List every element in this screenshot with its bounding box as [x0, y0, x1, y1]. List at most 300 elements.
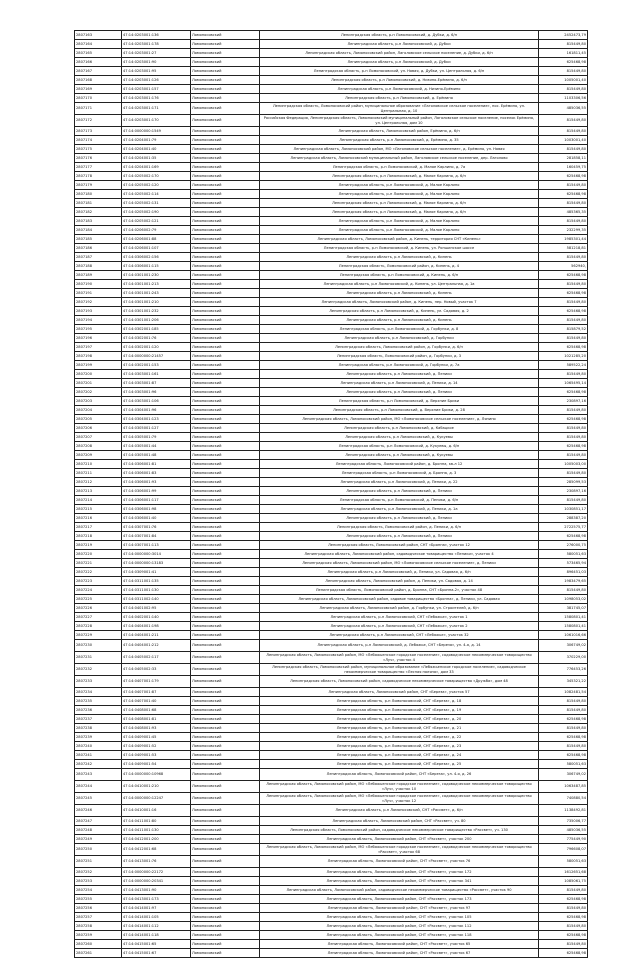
address-cell: Ленинградская область, Ломоносовский район, МО «Лебяжьенское городское поселение», садоводческое некоммерческое товарищество «Луч», участок 12	[260, 793, 539, 805]
cadastral-number-cell: 47:14:0203001:157	[122, 85, 191, 94]
table-row	[75, 172, 588, 181]
cadastral-value-cell: 815449,80	[539, 940, 588, 949]
cadastral-value-cell: 815449,80	[539, 280, 588, 289]
cadastral-value-cell: 1612651,68	[539, 868, 588, 877]
address-cell: Ленинградская область, р-н Ломоносовский, д. Малое Карлино, д. 7а	[260, 163, 539, 172]
address-cell: Ленинградская область, р-н Ломоносовский, д. Малое Карлино, д. 6/н	[260, 172, 539, 181]
table-row	[75, 742, 588, 751]
row-id-cell: 2807240	[75, 742, 122, 751]
table-row	[75, 307, 588, 316]
cadastral-value-cell: 815449,80	[539, 469, 588, 478]
cadastral-number-cell: 47:14:0305001:79	[122, 433, 191, 442]
district-cell: Ломоносовский	[191, 706, 260, 715]
row-id-cell: 2807236	[75, 706, 122, 715]
table-row	[75, 532, 588, 541]
row-id-cell: 2807231	[75, 652, 122, 664]
address-cell: Ленинградская область, Ломоносовский район, СНТ «Рассвет», участок 172	[260, 868, 539, 877]
cadastral-value-cell: 796608,07	[539, 844, 588, 856]
table-row	[75, 190, 588, 199]
cadastral-number-cell: 47:14:0301001:206	[122, 316, 191, 325]
address-cell: Ленинградская область, р-н Ломоносовский, д. Пеники	[260, 388, 539, 397]
address-cell: Ленинградская область, Ломоносовский район, СНТ «Рассвет», участок 173	[260, 895, 539, 904]
district-cell: Ломоносовский	[191, 664, 260, 676]
address-cell: Ленинградская область, р-н Ломоносовский, д. Малое Карлино, д. 6/н	[260, 199, 539, 208]
district-cell: Ломоносовский	[191, 856, 260, 868]
district-cell: Ломоносовский	[191, 769, 260, 781]
table-row	[75, 115, 588, 127]
address-cell: Ленинградская область, р-н Ломоносовский, д. Малое Карлино	[260, 226, 539, 235]
row-id-cell: 2807255	[75, 895, 122, 904]
cadastral-number-cell: 47:14:0303001:96	[122, 388, 191, 397]
district-cell: Ломоносовский	[191, 388, 260, 397]
address-cell: Ленинградская область, Ломоносовский район, д. Кипень, территория СНТ «Кипень»	[260, 235, 539, 244]
register-body	[75, 31, 588, 958]
address-cell: Ленинградская область, р-н Ломоносовский, д. Горбунки, д. 8	[260, 325, 539, 334]
table-row	[75, 697, 588, 706]
district-cell: Ломоносовский	[191, 559, 260, 568]
row-id-cell: 2807247	[75, 817, 122, 826]
table-row	[75, 496, 588, 505]
cadastral-number-cell: 47:14:0414001:118	[122, 931, 191, 940]
row-id-cell: 2807190	[75, 280, 122, 289]
address-cell: Ленинградская область, Ломоносовский район, СНТ «Рассвет», уч. 80	[260, 817, 539, 826]
table-row	[75, 715, 588, 724]
row-id-cell: 2807176	[75, 154, 122, 163]
district-cell: Ломоносовский	[191, 325, 260, 334]
cadastral-value-cell: 815449,80	[539, 127, 588, 136]
row-id-cell: 2807212	[75, 478, 122, 487]
table-row	[75, 640, 588, 652]
cadastral-number-cell: 47:14:0000000:12247	[122, 793, 191, 805]
cadastral-number-cell: 47:14:0414001:97	[122, 904, 191, 913]
district-cell: Ломоносовский	[191, 595, 260, 604]
cadastral-number-cell: 47:14:0206001:88	[122, 235, 191, 244]
cadastral-value-cell: 580051,63	[539, 760, 588, 769]
cadastral-number-cell: 47:14:0306001:98	[122, 505, 191, 514]
cadastral-number-cell: 47:14:0302001:153	[122, 361, 191, 370]
row-id-cell: 2807252	[75, 868, 122, 877]
cadastral-value-cell: 815449,80	[539, 316, 588, 325]
row-id-cell: 2807224	[75, 586, 122, 595]
address-cell: Ленинградская область, р-н Ломоносовский, д. Кабацкое	[260, 424, 539, 433]
cadastral-number-cell: 47:14:0311001:130	[122, 586, 191, 595]
row-id-cell: 2807249	[75, 835, 122, 844]
cadastral-value-cell: 230897,16	[539, 487, 588, 496]
cadastral-value-cell: 625468,98	[539, 751, 588, 760]
address-cell: Ленинградская область, р-н Ломоносовский, д. Дубки	[260, 58, 539, 67]
district-cell: Ломоносовский	[191, 652, 260, 664]
cadastral-number-cell: 47:14:0306001:93	[122, 478, 191, 487]
cadastral-value-cell: 625468,98	[539, 172, 588, 181]
district-cell: Ломоносовский	[191, 424, 260, 433]
cadastral-number-cell: 47:14:0414001:105	[122, 913, 191, 922]
address-cell: Ленинградская область, р-н Ломоносовский, д. Ерёмино, д. 35	[260, 136, 539, 145]
cadastral-number-cell: 47:14:0407001:40	[122, 697, 191, 706]
cadastral-value-cell: 625468,98	[539, 289, 588, 298]
table-row	[75, 877, 588, 886]
district-cell: Ломоносовский	[191, 895, 260, 904]
row-id-cell: 2807189	[75, 271, 122, 280]
address-cell: Ленинградская область, р-н Ломоносовский, д. Верхние Брики	[260, 397, 539, 406]
district-cell: Ломоносовский	[191, 460, 260, 469]
cadastral-number-cell: 47:14:0404001:198	[122, 622, 191, 631]
cadastral-value-cell: 815449,80	[539, 433, 588, 442]
address-cell: Ленинградская область, р-н Ломоносовский, д. Кукуевы	[260, 433, 539, 442]
cadastral-number-cell: 47:14:0405002:33	[122, 664, 191, 676]
row-id-cell: 2807204	[75, 406, 122, 415]
cadastral-number-cell: 47:14:0413001:90	[122, 886, 191, 895]
table-row	[75, 85, 588, 94]
row-id-cell: 2807174	[75, 136, 122, 145]
cadastral-value-cell: 815449,80	[539, 586, 588, 595]
cadastral-number-cell: 47:14:0203001:170	[122, 115, 191, 127]
row-id-cell: 2807232	[75, 664, 122, 676]
table-row	[75, 235, 588, 244]
district-cell: Ломоносовский	[191, 58, 260, 67]
cadastral-value-cell: 815449,80	[539, 697, 588, 706]
district-cell: Ломоносовский	[191, 442, 260, 451]
cadastral-number-cell: 47:14:0415001:65	[122, 940, 191, 949]
district-cell: Ломоносовский	[191, 631, 260, 640]
cadastral-value-cell: 815449,80	[539, 334, 588, 343]
row-id-cell: 2807242	[75, 760, 122, 769]
table-row	[75, 58, 588, 67]
district-cell: Ломоносовский	[191, 742, 260, 751]
district-cell: Ломоносовский	[191, 697, 260, 706]
row-id-cell: 2807219	[75, 541, 122, 550]
cadastral-value-cell: 625468,98	[539, 271, 588, 280]
table-row	[75, 604, 588, 613]
cadastral-number-cell: 47:14:0205002:170	[122, 172, 191, 181]
row-id-cell: 2807202	[75, 388, 122, 397]
table-row	[75, 433, 588, 442]
address-cell: Ленинградская область, Ломоносовский район, д. Горбунки, ул. Строителей, д. 6/н	[260, 604, 539, 613]
cadastral-number-cell: 47:14:0205002:114	[122, 190, 191, 199]
table-row	[75, 442, 588, 451]
table-row	[75, 541, 588, 550]
district-cell: Ломоносовский	[191, 817, 260, 826]
cadastral-value-cell: 370229,00	[539, 652, 588, 664]
row-id-cell: 2807184	[75, 226, 122, 235]
address-cell: Ленинградская область, р-н Ломоносовский, д. Дубки	[260, 40, 539, 49]
address-cell: Ленинградская область, Ломоносовский район, МО «Лаголовское сельское поселение», д. Ерёмино, ул. Новая	[260, 145, 539, 154]
row-id-cell: 2807211	[75, 469, 122, 478]
table-row	[75, 733, 588, 742]
district-cell: Ломоносовский	[191, 190, 260, 199]
district-cell: Ломоносовский	[191, 781, 260, 793]
row-id-cell: 2807207	[75, 433, 122, 442]
cadastral-number-cell: 47:14:0306001:81	[122, 460, 191, 469]
row-id-cell: 2807254	[75, 886, 122, 895]
cadastral-value-cell: 285099,53	[539, 478, 588, 487]
address-cell: Ленинградская область, р-н Ломоносовский, д. Горбунки	[260, 334, 539, 343]
cadastral-number-cell: 47:14:0205002:121	[122, 217, 191, 226]
district-cell: Ломоносовский	[191, 208, 260, 217]
row-id-cell: 2807226	[75, 604, 122, 613]
row-id-cell: 2807213	[75, 487, 122, 496]
table-row	[75, 577, 588, 586]
cadastral-value-cell: 1063487,85	[539, 781, 588, 793]
table-row	[75, 226, 588, 235]
table-row	[75, 781, 588, 793]
table-row	[75, 817, 588, 826]
table-row	[75, 127, 588, 136]
district-cell: Ломоносовский	[191, 289, 260, 298]
table-row	[75, 451, 588, 460]
cadastral-value-cell: 625468,98	[539, 733, 588, 742]
row-id-cell: 2807215	[75, 505, 122, 514]
row-id-cell: 2807209	[75, 451, 122, 460]
table-row	[75, 352, 588, 361]
table-row	[75, 145, 588, 154]
district-cell: Ломоносовский	[191, 805, 260, 817]
cadastral-number-cell: 47:14:0000000:22172	[122, 868, 191, 877]
cadastral-value-cell: 896451,03	[539, 568, 588, 577]
table-row	[75, 550, 588, 559]
cadastral-value-cell: 776453,26	[539, 664, 588, 676]
register-table	[74, 30, 588, 958]
cadastral-value-cell: 1580801,41	[539, 613, 588, 622]
cadastral-number-cell: 47:14:0309001:41	[122, 568, 191, 577]
table-row	[75, 706, 588, 715]
row-id-cell: 2807167	[75, 67, 122, 76]
address-cell: Ленинградская область, р-н Ломоносовский, д. Малое Карлино, д. 6/н	[260, 208, 539, 217]
district-cell: Ломоносовский	[191, 235, 260, 244]
table-row	[75, 505, 588, 514]
row-id-cell: 2807183	[75, 217, 122, 226]
district-cell: Ломоносовский	[191, 76, 260, 85]
cadastral-number-cell: 47:14:0404001:212	[122, 640, 191, 652]
row-id-cell: 2807170	[75, 94, 122, 103]
district-cell: Ломоносовский	[191, 913, 260, 922]
cadastral-number-cell: 47:14:0205002:131	[122, 199, 191, 208]
row-id-cell: 2807191	[75, 289, 122, 298]
cadastral-value-cell: 1005003,00	[539, 460, 588, 469]
address-cell: Ленинградская область, Ломоносовский район, СНТ «Бронна», участок 12	[260, 541, 539, 550]
table-row	[75, 568, 588, 577]
district-cell: Ломоносовский	[191, 931, 260, 940]
table-row	[75, 895, 588, 904]
table-row	[75, 469, 588, 478]
district-cell: Ломоносовский	[191, 904, 260, 913]
cadastral-value-cell: 625468,98	[539, 415, 588, 424]
cadastral-value-cell: 815449,80	[539, 451, 588, 460]
cadastral-number-cell: 47:14:0205002:120	[122, 181, 191, 190]
cadastral-number-cell: 47:14:0408001:81	[122, 715, 191, 724]
cadastral-value-cell: 230897,16	[539, 397, 588, 406]
row-id-cell: 2807233	[75, 676, 122, 688]
cadastral-value-cell: 815449,80	[539, 40, 588, 49]
row-id-cell: 2807221	[75, 559, 122, 568]
address-cell: Ленинградская область, р-н Ломоносовский, д. Малое Карлино	[260, 181, 539, 190]
cadastral-number-cell: 47:14:0307001:76	[122, 523, 191, 532]
cadastral-value-cell: 625468,98	[539, 949, 588, 958]
cadastral-value-cell: 573465,94	[539, 559, 588, 568]
row-id-cell: 2807163	[75, 31, 122, 40]
table-row	[75, 586, 588, 595]
cadastral-value-cell: 288387,20	[539, 514, 588, 523]
row-id-cell: 2807216	[75, 514, 122, 523]
address-cell: Ленинградская область, Ломоносовский район, садоводческое некоммерческое товарищество «Рассвет», участок 90	[260, 886, 539, 895]
district-cell: Ломоносовский	[191, 793, 260, 805]
cadastral-value-cell: 1138492,81	[539, 805, 588, 817]
cadastral-number-cell: 47:14:0306001:115	[122, 262, 191, 271]
address-cell: Ленинградская область, Ломоносовский район, СНТ «Рассвет», участок 341	[260, 877, 539, 886]
address-cell: Ленинградская область, р-н Ломоносовский, СНТ «Береза», д. 20	[260, 715, 539, 724]
district-cell: Ломоносовский	[191, 715, 260, 724]
district-cell: Ломоносовский	[191, 949, 260, 958]
cadastral-value-cell: 815449,80	[539, 199, 588, 208]
address-cell: Ленинградская область, Ломоносовский район, д. Бронна, СНТ «Бронна-2», участок 48	[260, 586, 539, 595]
table-row	[75, 262, 588, 271]
table-row	[75, 199, 588, 208]
address-cell: Ленинградская область, р-н Ломоносовский, СНТ «Лебяжье», участок 2	[260, 622, 539, 631]
district-cell: Ломоносовский	[191, 415, 260, 424]
row-id-cell: 2807238	[75, 724, 122, 733]
cadastral-value-cell: 625468,98	[539, 913, 588, 922]
cadastral-value-cell: 625468,98	[539, 442, 588, 451]
address-cell: Ленинградская область, р-н Ломоносовский, д. Пеники	[260, 532, 539, 541]
address-cell: Ленинградская область, р-н Ломоносовский, д. Пеники, д. 6/н	[260, 496, 539, 505]
district-cell: Ломоносовский	[191, 115, 260, 127]
row-id-cell: 2807169	[75, 85, 122, 94]
table-row	[75, 49, 588, 58]
row-id-cell: 2807218	[75, 532, 122, 541]
cadastral-value-cell: 306749,02	[539, 640, 588, 652]
address-cell: Ленинградская область, р-н Ломоносовский, д. Верхние Брики, д. 28	[260, 406, 539, 415]
cadastral-value-cell: 815449,80	[539, 424, 588, 433]
row-id-cell: 2807260	[75, 940, 122, 949]
cadastral-number-cell: 47:14:0306001:117	[122, 496, 191, 505]
cadastral-value-cell: 815449,80	[539, 115, 588, 127]
row-id-cell: 2807166	[75, 58, 122, 67]
cadastral-value-cell: 345321,22	[539, 676, 588, 688]
cadastral-value-cell: 485365,35	[539, 208, 588, 217]
address-cell: Ленинградская область, р-н Ломоносовский, СНТ «Береза», д. 25	[260, 760, 539, 769]
address-cell: Ленинградская область, р-н Ломоносовский, СНТ «Береза», д. 22	[260, 733, 539, 742]
cadastral-number-cell: 47:14:0307001:84	[122, 532, 191, 541]
row-id-cell: 2807164	[75, 40, 122, 49]
cadastral-value-cell: 2722575,77	[539, 523, 588, 532]
district-cell: Ломоносовский	[191, 505, 260, 514]
address-cell: Ленинградская область, Ломоносовский район, д. Бронна, кв-л 12	[260, 460, 539, 469]
row-id-cell: 2807203	[75, 397, 122, 406]
table-row	[75, 868, 588, 877]
table-row	[75, 217, 588, 226]
row-id-cell: 2807223	[75, 577, 122, 586]
cadastral-number-cell: 47:14:0303001:87	[122, 379, 191, 388]
district-cell: Ломоносовский	[191, 352, 260, 361]
cadastral-number-cell: 47:14:0409001:53	[122, 751, 191, 760]
district-cell: Ломоносовский	[191, 640, 260, 652]
cadastral-number-cell: 47:14:0408001:68	[122, 706, 191, 715]
district-cell: Ломоносовский	[191, 877, 260, 886]
district-cell: Ломоносовский	[191, 604, 260, 613]
cadastral-value-cell: 580051,63	[539, 550, 588, 559]
address-cell: Ленинградская область, Ломоносовский район, д. Кипень, д. 4	[260, 262, 539, 271]
cadastral-number-cell: 47:14:0401002:95	[122, 604, 191, 613]
row-id-cell: 2807198	[75, 352, 122, 361]
district-cell: Ломоносовский	[191, 31, 260, 40]
table-row	[75, 760, 588, 769]
district-cell: Ломоносовский	[191, 334, 260, 343]
cadastral-value-cell: 161811,45	[539, 49, 588, 58]
address-cell: Ленинградская область, р-н Ломоносовский, д. Пеники, ул. Садовая, д. 6/н	[260, 568, 539, 577]
cadastral-number-cell: 47:14:0306002:156	[122, 253, 191, 262]
row-id-cell: 2807225	[75, 595, 122, 604]
address-cell: Ленинградская область, Ломоносовский муниципальный район, Лаголовское сельское поселение, дер. Лаголово	[260, 154, 539, 163]
table-row	[75, 559, 588, 568]
address-cell: Ленинградская область, Ломоносовский район, д. Горбунки, д. 3	[260, 352, 539, 361]
row-id-cell: 2807172	[75, 115, 122, 127]
cadastral-value-cell: 1005001,40	[539, 76, 588, 85]
district-cell: Ломоносовский	[191, 532, 260, 541]
row-id-cell: 2807193	[75, 307, 122, 316]
address-cell: Ленинградская область, Ломоносовский район, СНТ «Рассвет», участок 65	[260, 940, 539, 949]
district-cell: Ломоносовский	[191, 262, 260, 271]
table-row	[75, 31, 588, 40]
address-cell: Ленинградская область, р-н Ломоносовский, д. Дубки, д. 6/н	[260, 31, 539, 40]
address-cell: Ленинградская область, р-н Ломоносовский, СНТ «Рассвет», д. 6/н	[260, 805, 539, 817]
cadastral-value-cell: 815449,80	[539, 724, 588, 733]
cadastral-value-cell: 625468,98	[539, 895, 588, 904]
table-row	[75, 826, 588, 835]
table-row	[75, 856, 588, 868]
table-row	[75, 478, 588, 487]
table-row	[75, 922, 588, 931]
row-id-cell: 2807181	[75, 199, 122, 208]
cadastral-value-cell: 1003001,40	[539, 136, 588, 145]
address-cell: Ленинградская область, р-н Ломоносовский, СНТ «Береза», д. 18	[260, 697, 539, 706]
row-id-cell: 2807188	[75, 262, 122, 271]
table-row	[75, 244, 588, 253]
cadastral-value-cell: 625468,98	[539, 190, 588, 199]
address-cell: Ленинградская область, р-н Ломоносовский, д. Кипень	[260, 316, 539, 325]
table-row	[75, 424, 588, 433]
table-row	[75, 181, 588, 190]
table-row	[75, 940, 588, 949]
address-cell: Ленинградская область, р-н Ломоносовский, СНТ «Береза», д. 19	[260, 706, 539, 715]
row-id-cell: 2807200	[75, 370, 122, 379]
table-row	[75, 631, 588, 640]
address-cell: Ленинградская область, р-н Ломоносовский, д. Пеники	[260, 514, 539, 523]
address-cell: Ленинградская область, Ломоносовский район, СНТ «Рассвет», участок 97	[260, 904, 539, 913]
district-cell: Ломоносовский	[191, 688, 260, 697]
row-id-cell: 2807194	[75, 316, 122, 325]
cadastral-value-cell: 625468,98	[539, 931, 588, 940]
cadastral-number-cell: 47:14:0204001:35	[122, 154, 191, 163]
address-cell: Ленинградская область, р-н Ломоносовский, д. Кипень	[260, 289, 539, 298]
row-id-cell: 2807229	[75, 631, 122, 640]
address-cell: Ленинградская область, Ломоносовский район, д. Горбунки, д. 6/н	[260, 343, 539, 352]
cadastral-value-cell: 815449,80	[539, 85, 588, 94]
district-cell: Ломоносовский	[191, 676, 260, 688]
cadastral-value-cell: 2452473,79	[539, 31, 588, 40]
row-id-cell: 2807178	[75, 172, 122, 181]
cadastral-value-cell: 281858,11	[539, 154, 588, 163]
address-cell: Ленинградская область, р-н Ломоносовский, д. Пеники, д. 22	[260, 478, 539, 487]
cadastral-number-cell: 47:14:0414001:112	[122, 922, 191, 931]
cadastral-value-cell: 306749,02	[539, 769, 588, 781]
address-cell: Ленинградская область, Ломоносовский район, СНТ «Рассвет», участок 112	[260, 922, 539, 931]
table-row	[75, 388, 588, 397]
address-cell: Ленинградская область, р-н Ломоносовский, д. Кипень, ул. Центральная, д. 1а	[260, 280, 539, 289]
address-cell: Ленинградская область, Ломоносовский район, садоводческое некоммерческое товарищество «Рассвет», уч. 130	[260, 826, 539, 835]
cadastral-number-cell: 47:14:0203001:178	[122, 40, 191, 49]
district-cell: Ломоносовский	[191, 577, 260, 586]
cadastral-value-cell: 1065495,14	[539, 379, 588, 388]
address-cell: Ленинградская область, р-н Ломоносовский, д. Пеники	[260, 487, 539, 496]
